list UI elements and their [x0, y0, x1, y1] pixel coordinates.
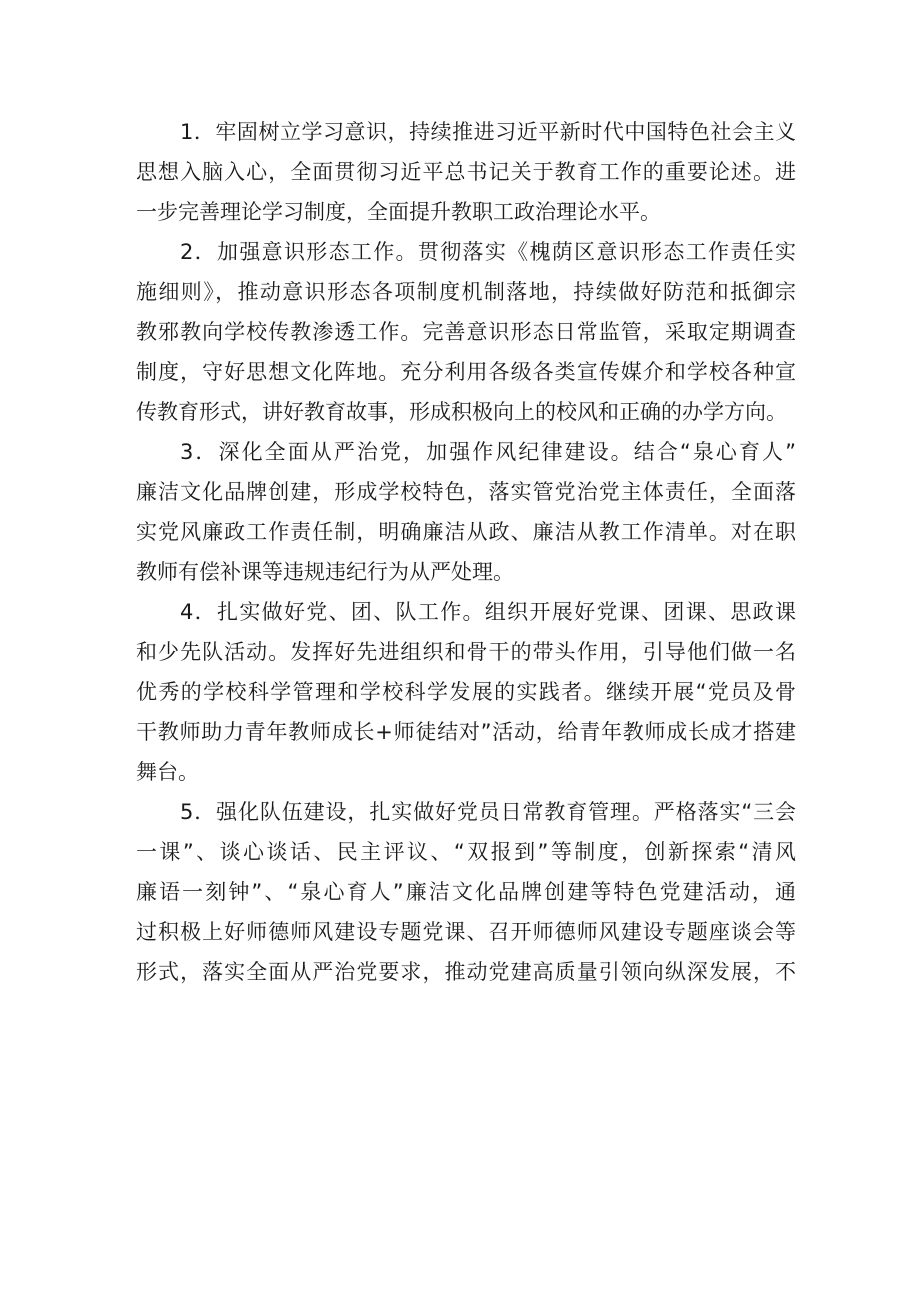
paragraph-4: [136, 592, 796, 792]
paragraph-line: 舞台。: [136, 760, 199, 784]
paragraph-1: [136, 112, 796, 232]
document-body: [136, 112, 796, 992]
paragraph-line: 实党风廉政工作责任制，明确廉洁从政、廉洁从教工作清单。对在职: [136, 520, 796, 544]
paragraph-line: 2．加强意识形态工作。贯彻落实《槐荫区意识形态工作责任实: [180, 240, 796, 264]
paragraph-line: 施细则》，推动意识形态各项制度机制落地，持续做好防范和抵御宗: [136, 280, 796, 304]
paragraph-line: 优秀的学校科学管理和学校科学发展的实践者。继续开展“党员及骨: [136, 680, 796, 704]
paragraph-line: 干教师助力青年教师成长+师徒结对”活动，给青年教师成长成才搭建: [136, 720, 796, 744]
paragraph-3: [136, 432, 796, 592]
paragraph-line: 一步完善理论学习制度，全面提升教职工政治理论水平。: [136, 200, 661, 224]
paragraph-line: 形式，落实全面从严治党要求，推动党建高质量引领向纵深发展，不: [136, 960, 796, 984]
paragraph-line: 思想入脑入心，全面贯彻习近平总书记关于教育工作的重要论述。进: [136, 160, 796, 184]
paragraph-line: 和少先队活动。发挥好先进组织和骨干的带头作用，引导他们做一名: [136, 640, 796, 664]
paragraph-line: 过积极上好师德师风建设专题党课、召开师德师风建设专题座谈会等: [136, 920, 796, 944]
paragraph-line: 1．牢固树立学习意识，持续推进习近平新时代中国特色社会主义: [180, 120, 796, 144]
paragraph-line: 4．扎实做好党、团、队工作。组织开展好党课、团课、思政课: [180, 600, 796, 624]
paragraph-2: [136, 232, 796, 432]
paragraph-line: 一课”、谈心谈话、民主评议、“双报到”等制度，创新探索“清风: [136, 840, 796, 864]
paragraph-5: [136, 792, 796, 992]
paragraph-line: 教师有偿补课等违规违纪行为从严处理。: [136, 560, 514, 584]
paragraph-line: 3．深化全面从严治党，加强作风纪律建设。结合“泉心育人”: [180, 440, 796, 464]
paragraph-line: 教邪教向学校传教渗透工作。完善意识形态日常监管，采取定期调查: [136, 320, 796, 344]
paragraph-line: 制度，守好思想文化阵地。充分利用各级各类宣传媒介和学校各种宣: [136, 360, 796, 384]
paragraph-line: 5．强化队伍建设，扎实做好党员日常教育管理。严格落实“三会: [180, 800, 796, 824]
paragraph-line: 廉洁文化品牌创建，形成学校特色，落实管党治党主体责任，全面落: [136, 480, 796, 504]
paragraph-line: 廉语一刻钟”、“泉心育人”廉洁文化品牌创建等特色党建活动，通: [136, 880, 796, 904]
paragraph-line: 传教育形式，讲好教育故事，形成积极向上的校风和正确的办学方向。: [136, 400, 787, 424]
